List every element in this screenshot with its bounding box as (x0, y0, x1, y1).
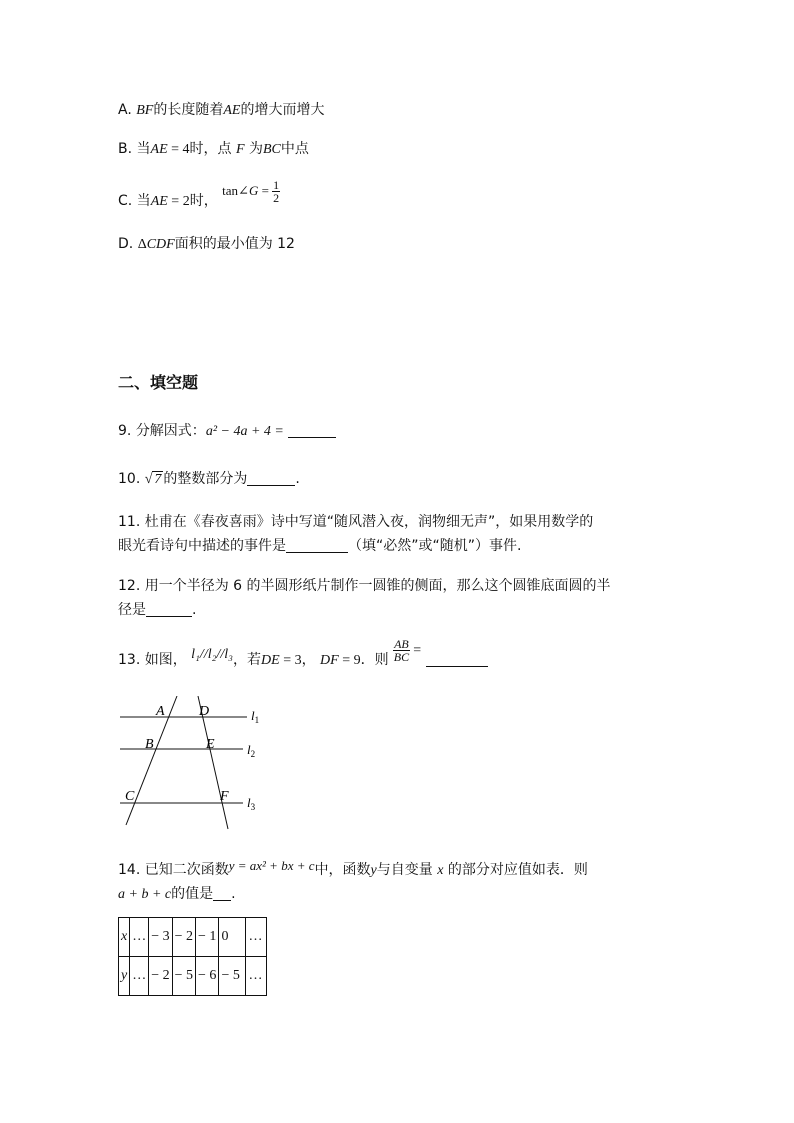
answer-blank[interactable] (213, 886, 231, 901)
label-e: E (206, 737, 215, 752)
table-cell: − 2 (172, 918, 195, 957)
table-row-y (119, 957, 267, 996)
option-d: D. ΔCDF面积的最小值为 12 (118, 236, 295, 252)
tan-expression: tan∠G = $\frac{1}{2}$ (222, 178, 280, 205)
table-cell: y (119, 957, 130, 996)
table-cell: − 5 (172, 957, 195, 996)
answer-blank[interactable] (247, 471, 295, 486)
label-l1: $l_1$ (251, 708, 260, 725)
answer-blank[interactable] (286, 538, 348, 553)
label-c: C (125, 789, 135, 804)
table-cell: − 1 (196, 918, 219, 957)
label-f: F (220, 789, 229, 804)
table-cell: 0 (219, 918, 246, 957)
label-l2: $l_2$ (247, 742, 256, 759)
table-cell: … (130, 918, 149, 957)
question-12-line1: 12. 用一个半径为 6 的半圆形纸片制作一圆锥的侧面，那么这个圆锥底面圆的半 (118, 578, 611, 594)
answer-blank[interactable] (426, 652, 488, 667)
fraction-ab-bc: $\frac{AB}{BC}$ (393, 636, 410, 664)
answer-blank[interactable] (146, 602, 192, 617)
label-l3: $l_3$ (247, 795, 256, 812)
label-a: A (156, 704, 165, 719)
table-cell: … (130, 957, 149, 996)
answer-blank[interactable] (288, 423, 336, 438)
table-cell: … (246, 918, 267, 957)
ratio-expression: $\frac{AB}{BC}$ = (393, 636, 422, 664)
transversal-ac (126, 696, 177, 825)
question-11-line2: 眼光看诗句中描述的事件是 （填“必然”或“随机”）事件. (118, 538, 522, 554)
label-d: D (199, 704, 210, 719)
table-cell: … (246, 957, 267, 996)
fraction-half: $\frac{1}{2}$ (273, 178, 280, 205)
table-cell: − 6 (196, 957, 219, 996)
question-14-line1: 14. 已知二次函数y = ax² + bx + c中，函数y与自变量 x 的部分对应值如表．则 (118, 858, 588, 878)
question-12-line2: 径是 . (118, 602, 197, 618)
question-14-line2: a + b + c的值是 . (118, 886, 236, 902)
table-cell: x (119, 918, 130, 957)
label-b: B (145, 737, 154, 752)
sqrt-seven: √ 7 (144, 472, 162, 487)
value-table (118, 917, 267, 996)
question-11-line1: 11. 杜甫在《春夜喜雨》诗中写道“随风潜入夜，润物细无声”，如果用数学的 (118, 514, 594, 530)
table-cell: − 5 (219, 957, 246, 996)
question-13: 13. 如图， l₁//l₂//l₃，若DE = 3， DF = 9．则 $\frac{AB}{BC}$ = (118, 645, 488, 676)
option-c: C. 当AE = 2时， tan∠G = $\frac{1}{2}$ (118, 178, 280, 209)
question-10: 10. √ 7 的整数部分为 . (118, 471, 300, 487)
option-a: A. BF的长度随着AE的增大而增大 (118, 102, 325, 118)
table-cell: − 3 (149, 918, 172, 957)
option-b: B. 当AE = 4时，点 F 为BC中点 (118, 141, 309, 157)
question-9: 9. 分解因式：a² − 4a + 4 = (118, 421, 336, 442)
table-cell: − 2 (149, 957, 172, 996)
table-row-x (119, 918, 267, 957)
parallel-lines-figure (115, 696, 275, 832)
section-title: 二、填空题 (118, 373, 199, 392)
